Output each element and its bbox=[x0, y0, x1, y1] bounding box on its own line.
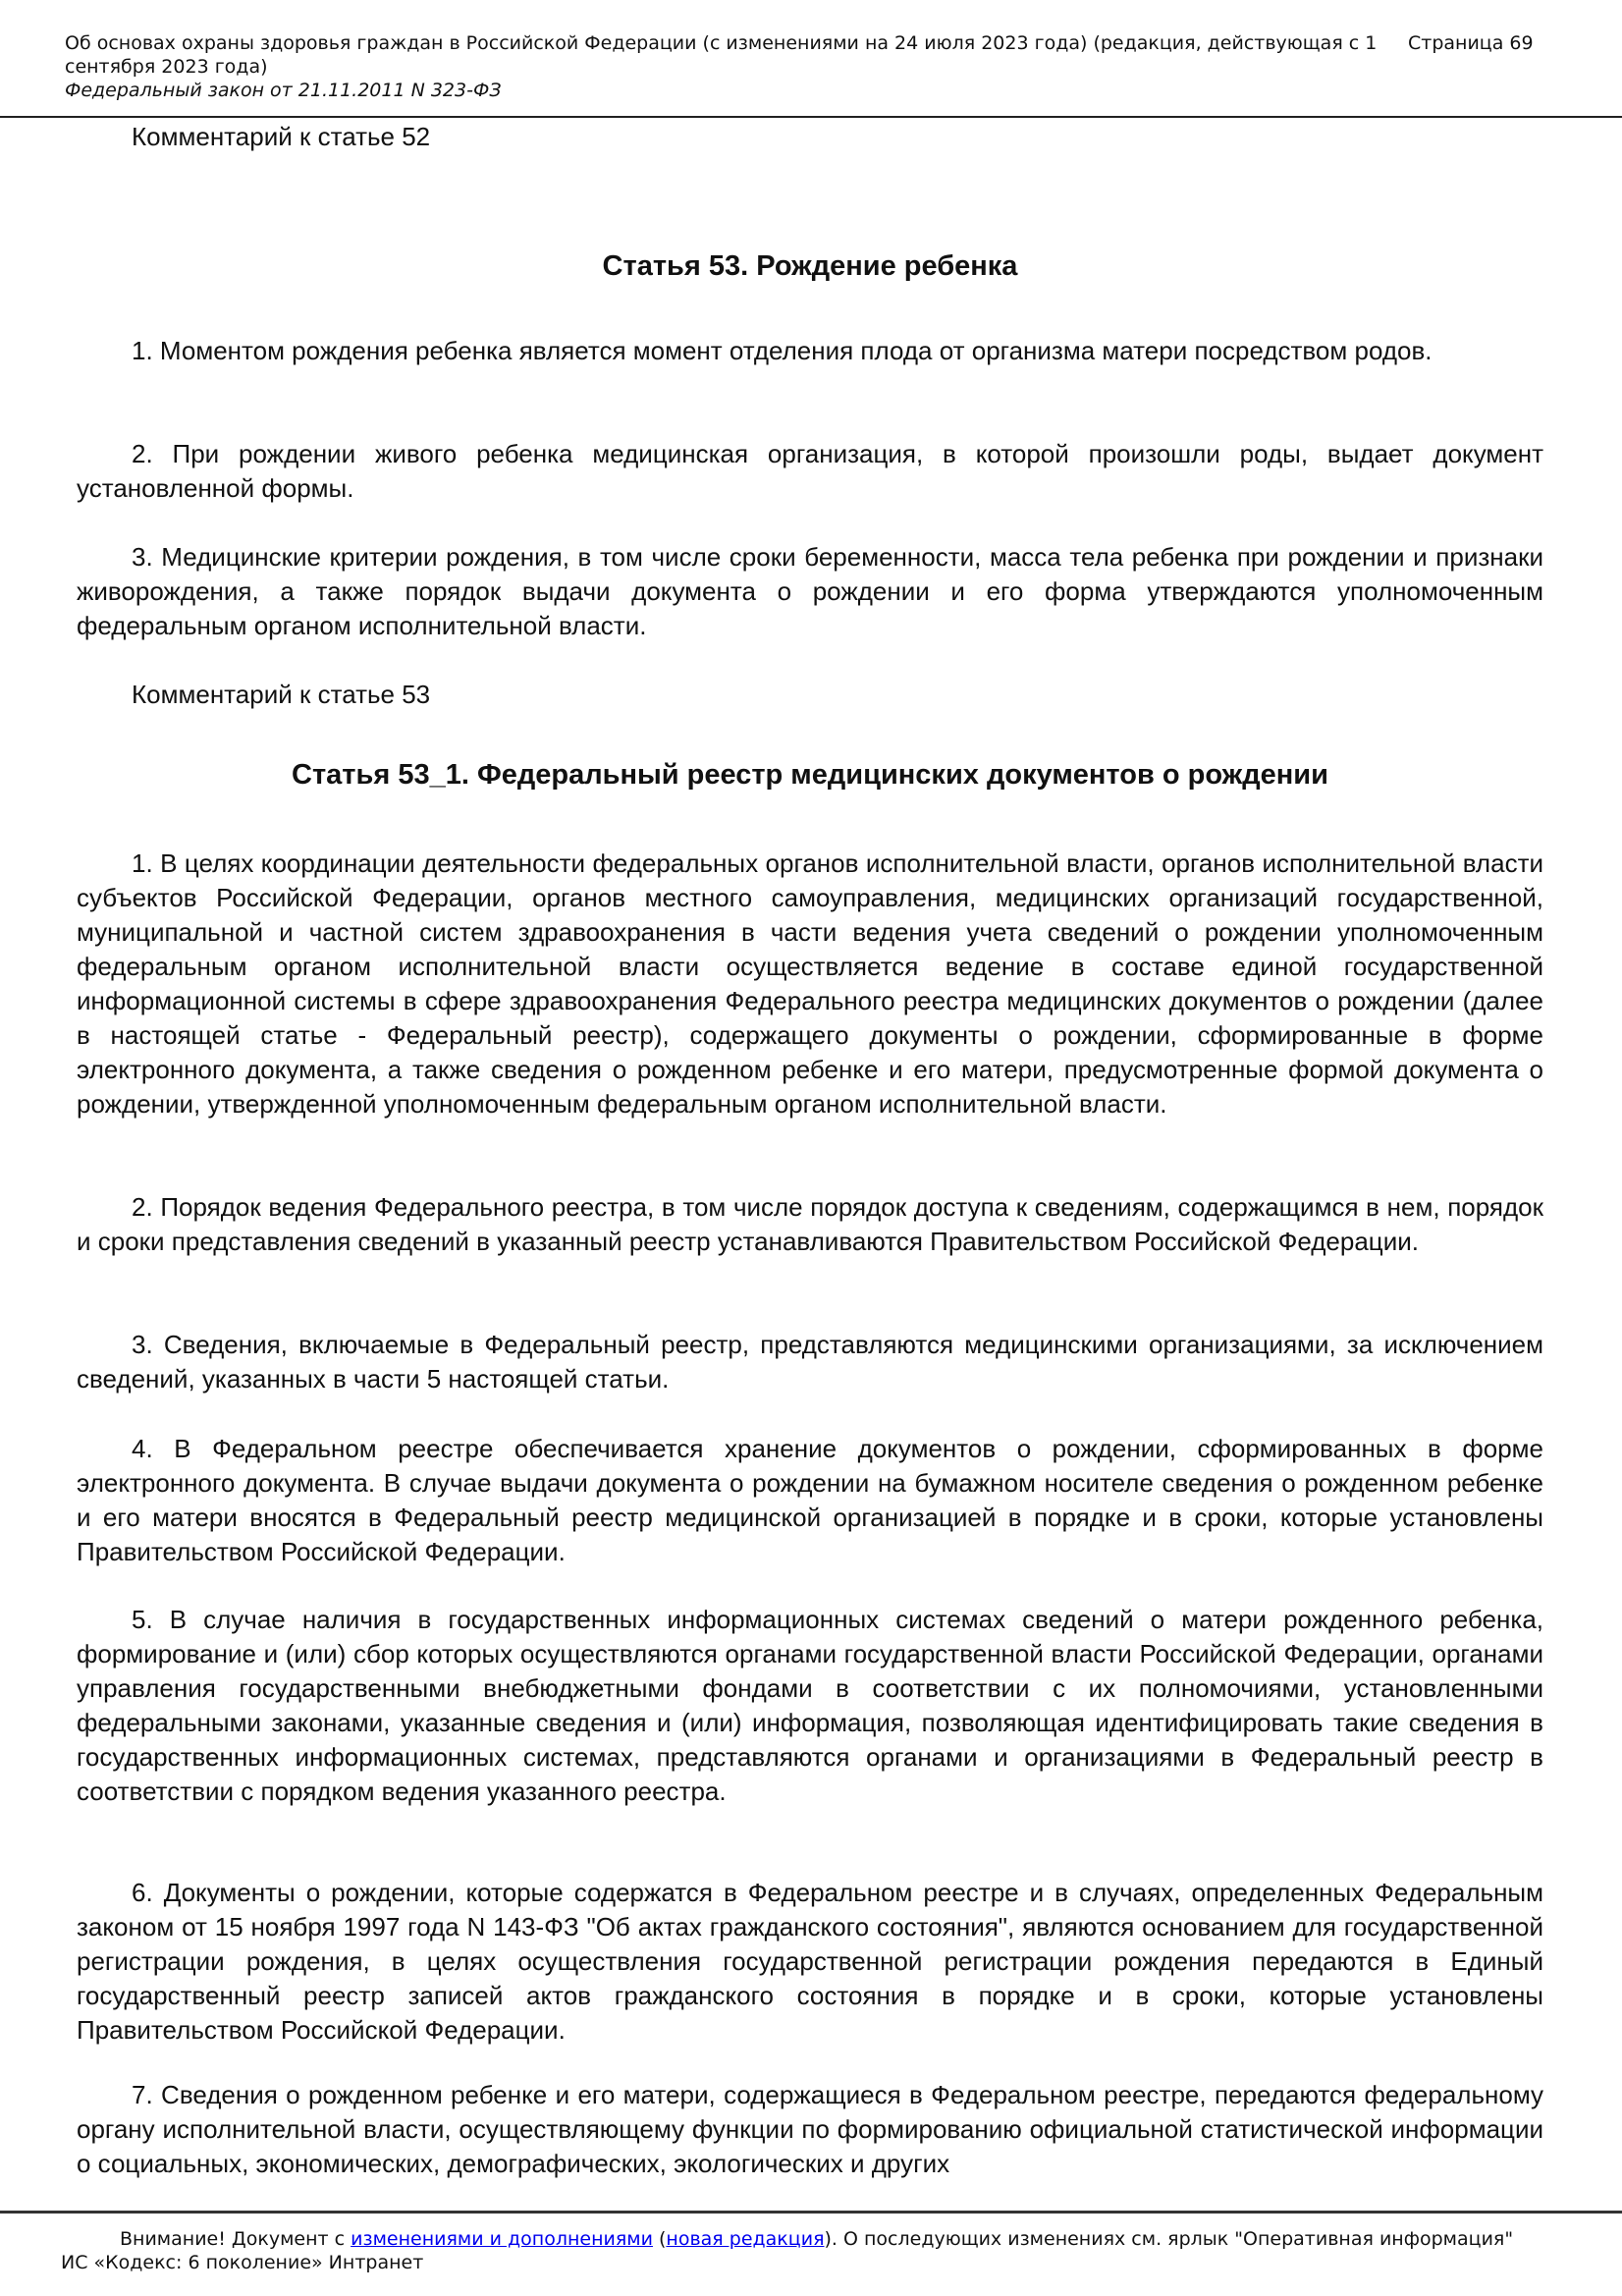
article-53-1-paragraph-1: 1. В целях координации деятельности федеральных органов исполнительной власти, органов исполнительной власти субъектов Российской Федерации, органов местного самоуправления, медицинских организаций государственной, муниципальной и частной систем здравоохранения в части ведения учета сведений о рождении уполномоченным федеральным органом исполнительной власти осуществляется ведение в составе единой государственной информационной системы в сфере здравоохранения Федерального реестра медицинских документов о рождении (далее в настоящей статье - Федеральный реестр), содержащего документы о рождении, сформированные в форме электронного документа, а также сведения о рожденном ребенке и его матери, предусмотренные формой документа о рождении, утвержденной уполномоченным федеральным органом исполнительной власти. bbox=[77, 848, 1543, 1119]
document-title: Об основах охраны здоровья граждан в Российской Федерации (с изменениями на 24 июля 2023 года) (редакция, действующая с 1 сентября 2023 года) bbox=[65, 32, 1378, 78]
article-53-paragraph-2: 2. При рождении живого ребенка медицинская организация, в которой произошли роды, выдает документ установленной формы. bbox=[77, 439, 1543, 503]
article-53-1-paragraph-2: 2. Порядок ведения Федерального реестра, в том числе порядок доступа к сведениям, содержащимся в нем, порядок и сроки представления сведений в указанный реестр устанавливаются Правительством Российской Федерации. bbox=[77, 1192, 1543, 1256]
law-reference: Федеральный закон от 21.11.2011 N 323-ФЗ bbox=[65, 80, 502, 101]
article-53-1-paragraph-5: 5. В случае наличия в государственных информационных системах сведений о матери рожденного ребенка, формирование и (или) сбор которых осуществляются органами государственной власти Российской Федерации, органами управления государственными внебюджетными фондами в соответствии с их полномочиями, установленными федеральными законами, указанные сведения и (или) информация, позволяющая идентифицировать такие сведения в государственных информационных системах, представляются органами и организациями в Федеральный реестр в соответствии с порядком ведения указанного реестра. bbox=[77, 1605, 1543, 1806]
article-53-paragraph-3: 3. Медицинские критерии рождения, в том числе сроки беременности, масса тела ребенка при рождении и признаки живорождения, а также порядок выдачи документа о рождении и его форма утверждаются уполномоченным федеральным органом исполнительной власти. bbox=[77, 542, 1543, 640]
article-53-1-paragraph-7: 7. Сведения о рожденном ребенке и его матери, содержащиеся в Федеральном реестре, передаются федеральному органу исполнительной власти, осуществляющему функции по формированию официальной статистической информации о социальных, экономических, демографических, экологических и других bbox=[77, 2080, 1543, 2178]
notice-suffix: ). О последующих изменениях см. ярлык "Оперативная информация" bbox=[824, 2228, 1514, 2250]
notice-prefix: Внимание! Документ с bbox=[120, 2228, 351, 2250]
changes-link[interactable]: изменениями и дополнениями bbox=[351, 2228, 653, 2250]
article-53-paragraph-1: 1. Моментом рождения ребенка является момент отделения плода от организма матери посредством родов. bbox=[132, 336, 1433, 365]
article-53-1-heading: Статья 53_1. Федеральный реестр медицинских документов о рождении bbox=[292, 759, 1328, 791]
page-header bbox=[0, 0, 1622, 118]
paren-open: ( bbox=[652, 2228, 667, 2250]
revision-notice bbox=[120, 2227, 1513, 2251]
system-label: ИС «Кодекс: 6 поколение» Интранет bbox=[61, 2252, 424, 2273]
article-53-1-paragraph-6: 6. Документы о рождении, которые содержатся в Федеральном реестре и в случаях, определенных Федеральным законом от 15 ноября 1997 года N 143-ФЗ "Об актах гражданского состояния", являются основанием для государственной регистрации рождения, в целях осуществления государственной регистрации рождения передаются в Единый государственный реестр записей актов гражданского состояния в порядке и в сроки, которые установлены Правительством Российской Федерации. bbox=[77, 1878, 1543, 2045]
comment-link-article-52[interactable]: Комментарий к статье 52 bbox=[132, 122, 431, 151]
article-53-heading: Статья 53. Рождение ребенка bbox=[602, 250, 1018, 282]
page-footer bbox=[0, 2211, 1622, 2273]
new-edition-link[interactable]: новая редакция bbox=[666, 2228, 825, 2250]
article-53-1-paragraph-4: 4. В Федеральном реестре обеспечивается хранение документов о рождении, сформированных в форме электронного документа. В случае выдачи документа о рождении на бумажном носителе сведения о рожденном ребенке и его матери вносятся в Федеральный реестр медицинской организацией в порядке и в сроки, которые установлены Правительством Российской Федерации. bbox=[77, 1434, 1543, 1566]
comment-link-article-53[interactable]: Комментарий к статье 53 bbox=[132, 680, 431, 709]
page-number: Страница 69 bbox=[1408, 32, 1534, 54]
article-53-1-paragraph-3: 3. Сведения, включаемые в Федеральный реестр, представляются медицинскими организациями, за исключением сведений, указанных в части 5 настоящей статьи. bbox=[77, 1330, 1543, 1394]
